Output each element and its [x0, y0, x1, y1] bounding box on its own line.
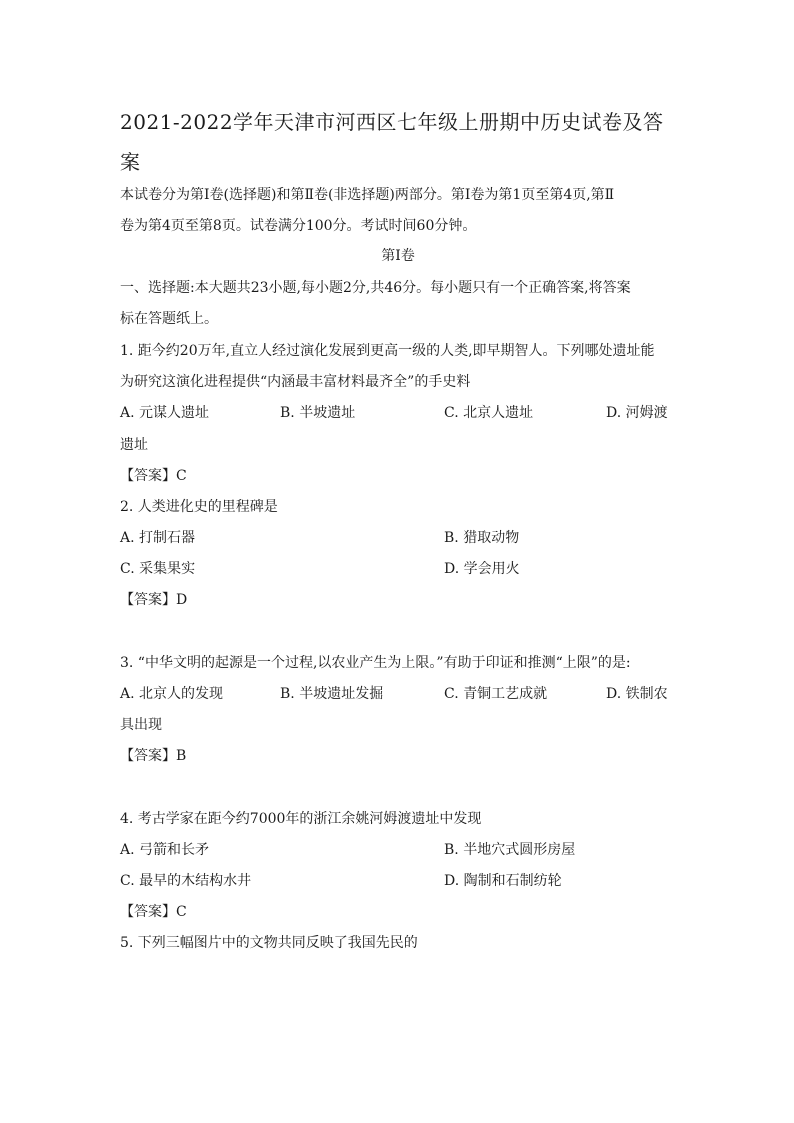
question-2-stem: 2. 人类进化史的里程碑是 [120, 499, 278, 515]
question-3-option-d: D. 铁制农 [606, 686, 668, 702]
question-1-answer: 【答案】C [120, 468, 187, 484]
question-2-option-d: D. 学会用火 [444, 561, 520, 577]
question-4-option-c: C. 最早的木结构水井 [120, 873, 252, 889]
intro-line-1: 本试卷分为第Ⅰ卷(选择题)和第Ⅱ卷(非选择题)两部分。第Ⅰ卷为第1页至第4页,第Ⅱ [120, 187, 615, 203]
question-1-option-b: B. 半坡遗址 [280, 405, 356, 421]
question-4-stem: 4. 考古学家在距今约7000年的浙江余姚河姆渡遗址中发现 [120, 811, 482, 827]
question-1-option-a: A. 元谋人遗址 [120, 405, 210, 421]
question-1-line-1: 1. 距今约20万年,直立人经过演化发展到更高一级的人类,即早期智人。下列哪处遗址能 [120, 343, 655, 359]
title-line-2: 案 [120, 150, 141, 174]
document-title [120, 102, 676, 182]
question-1-stem [120, 336, 676, 398]
question-2-answer: 【答案】D [120, 592, 188, 608]
section-instructions [120, 273, 676, 335]
exam-intro [120, 180, 676, 242]
question-4-option-a: A. 弓箭和长矛 [120, 842, 210, 858]
instructions-line-2: 标在答题纸上。 [120, 311, 218, 327]
question-4-answer: 【答案】C [120, 904, 187, 920]
question-3-answer: 【答案】B [120, 748, 187, 764]
question-2-option-b: B. 猎取动物 [444, 530, 520, 546]
question-2-option-c: C. 采集果实 [120, 561, 196, 577]
question-1-option-d-wrap: 遗址 [120, 437, 148, 453]
question-2-option-a: A. 打制石器 [120, 530, 196, 546]
question-3-option-d-wrap: 具出现 [120, 717, 162, 733]
title-line-1: 2021-2022学年天津市河西区七年级上册期中历史试卷及答 [120, 110, 664, 134]
question-3-option-c: C. 青铜工艺成就 [444, 686, 548, 702]
question-4-option-d: D. 陶制和石制纺轮 [444, 873, 562, 889]
question-3-option-b: B. 半坡遗址发掘 [280, 686, 384, 702]
question-3-stem: 3. “中华文明的起源是一个过程,以农业产生为上限。”有助于印证和推测“上限”的是: [120, 655, 631, 671]
question-1-option-c: C. 北京人遗址 [444, 405, 534, 421]
question-5-stem: 5. 下列三幅图片中的文物共同反映了我国先民的 [120, 935, 418, 951]
question-1-line-2: 为研究这演化进程提供“内涵最丰富材料最齐全”的手史料 [120, 374, 471, 390]
question-4-option-b: B. 半地穴式圆形房屋 [444, 842, 576, 858]
question-3-option-a: A. 北京人的发现 [120, 686, 224, 702]
question-1-option-d: D. 河姆渡 [606, 405, 668, 421]
intro-line-2: 卷为第4页至第8页。试卷满分100分。考试时间60分钟。 [120, 218, 477, 234]
section-title: 第Ⅰ卷 [381, 248, 415, 264]
instructions-line-1: 一、选择题:本大题共23小题,每小题2分,共46分。每小题只有一个正确答案,将答案 [120, 280, 631, 296]
